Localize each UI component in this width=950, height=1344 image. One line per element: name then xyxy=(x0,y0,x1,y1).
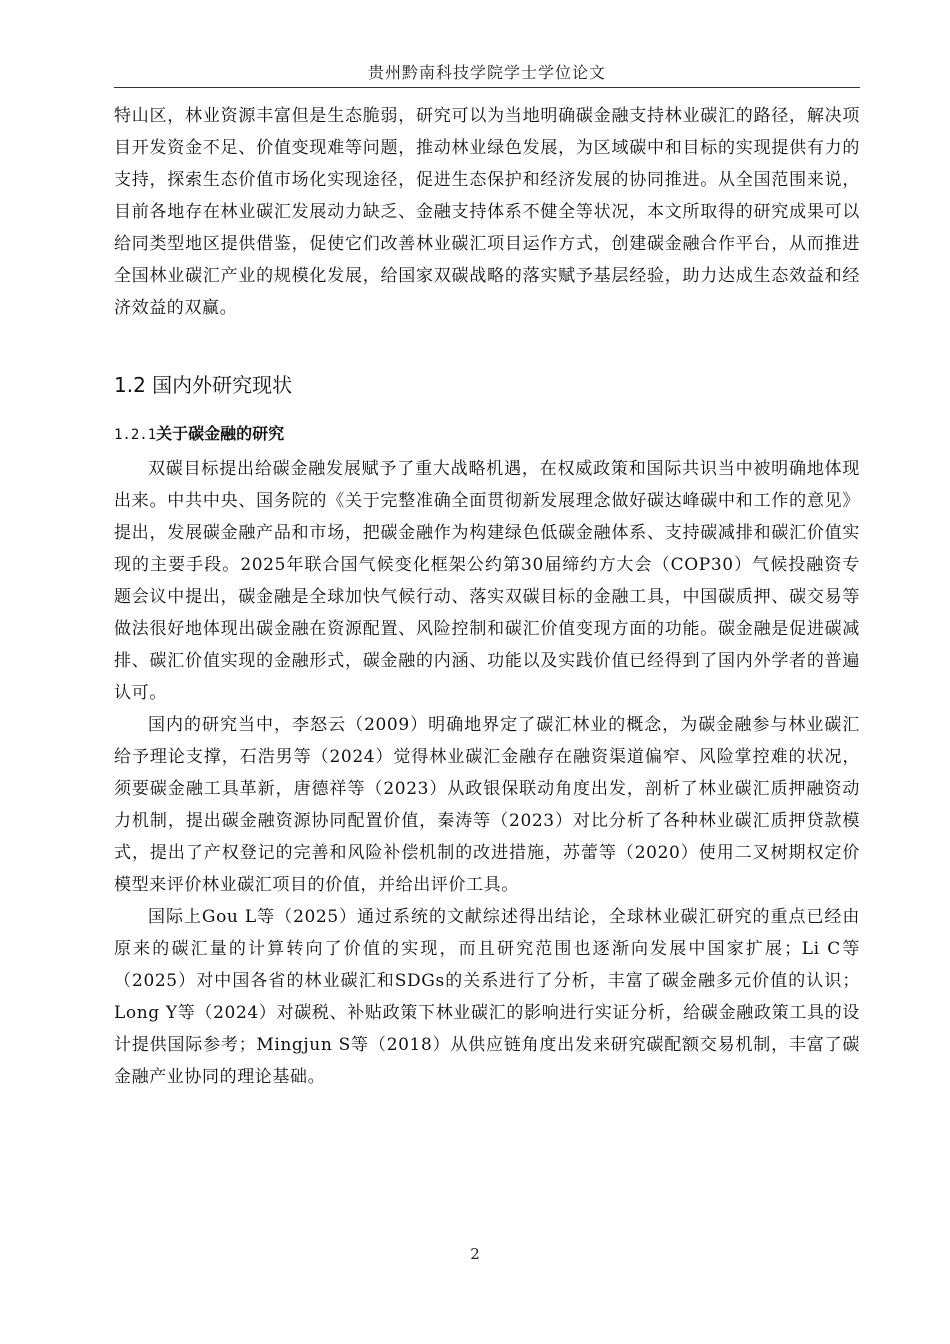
body-paragraph-2: 国内的研究当中，李怒云（2009）明确地界定了碳汇林业的概念，为碳金融参与林业碳汇给予理论支撑，石浩男等（2024）觉得林业碳汇金融存在融资渠道偏窄、风险掌控难的状况，须要碳金融工具革新，唐德祥等（2023）从政银保联动角度出发，剖析了林业碳汇质押融资动力机制，提出碳金融资源协同配置价值，秦涛等（2023）对比分析了各种林业碳汇质押贷款模式，提出了产权登记的完善和风险补偿机制的改进措施，苏蕾等（2020）使用二叉树期权定价模型来评价林业碳汇项目的价值，并给出评价工具。 xyxy=(114,715,860,895)
intro-paragraph: 特山区，林业资源丰富但是生态脆弱，研究可以为当地明确碳金融支持林业碳汇的路径，解决项目开发资金不足、价值变现难等问题，推动林业绿色发展，为区域碳中和目标的实现提供有力的支持，探索生态价值市场化实现途径，促进生态保护和经济发展的协同推进。从全国范围来说，目前各地存在林业碳汇发展动力缺乏、金融支持体系不健全等状况，本文所取得的研究成果可以给同类型地区提供借鉴，促使它们改善林业碳汇项目运作方式，创建碳金融合作平台，从而推进全国林业碳汇产业的规模化发展，给国家双碳战略的落实赋予基层经验，助力达成生态效益和经济效益的双赢。 xyxy=(114,106,860,318)
body-paragraph-3: 国际上Gou L等（2025）通过系统的文献综述得出结论，全球林业碳汇研究的重点已经由原来的碳汇量的计算转向了价值的实现，而且研究范围也逐渐向发展中国家扩展；Li C等（2025）对中国各省的林业碳汇和SDGs的关系进行了分析，丰富了碳金融多元价值的认识；Long Y等（2024）对碳税、补贴政策下林业碳汇的影响进行实证分析，给碳金融政策工具的设计提供国际参考；Mingjun S等（2018）从供应链角度出发来研究碳配额交易机制，丰富了碳金融产业协同的理论基础。 xyxy=(114,907,860,1087)
body-paragraph-1: 双碳目标提出给碳金融发展赋予了重大战略机遇，在权威政策和国际共识当中被明确地体现出来。中共中央、国务院的《关于完整准确全面贯彻新发展理念做好碳达峰碳中和工作的意见》提出，发展碳金融产品和市场，把碳金融作为构建绿色低碳金融体系、支持碳减排和碳汇价值实现的主要手段。2025年联合国气候变化框架公约第30届缔约方大会（COP30）气候投融资专题会议中提出，碳金融是全球加快气候行动、落实双碳目标的金融工具，中国碳质押、碳交易等做法很好地体现出碳金融在资源配置、风险控制和碳汇价值变现方面的功能。碳金融是促进碳减排、碳汇价值实现的金融形式，碳金融的内涵、功能以及实践价值已经得到了国内外学者的普遍认可。 xyxy=(114,459,860,703)
page-header xyxy=(114,62,860,88)
subsection-heading xyxy=(114,422,860,447)
subsection-title: 关于碳金融的研究 xyxy=(156,424,285,443)
page-body xyxy=(114,100,860,1093)
section-heading: 1.2 国内外研究现状 xyxy=(114,373,293,397)
page-footer xyxy=(0,1244,950,1264)
page-number: 2 xyxy=(470,1245,480,1263)
subsection-number: 1.2.1 xyxy=(114,427,157,443)
header-title: 贵州黔南科技学院学士学位论文 xyxy=(367,63,606,82)
